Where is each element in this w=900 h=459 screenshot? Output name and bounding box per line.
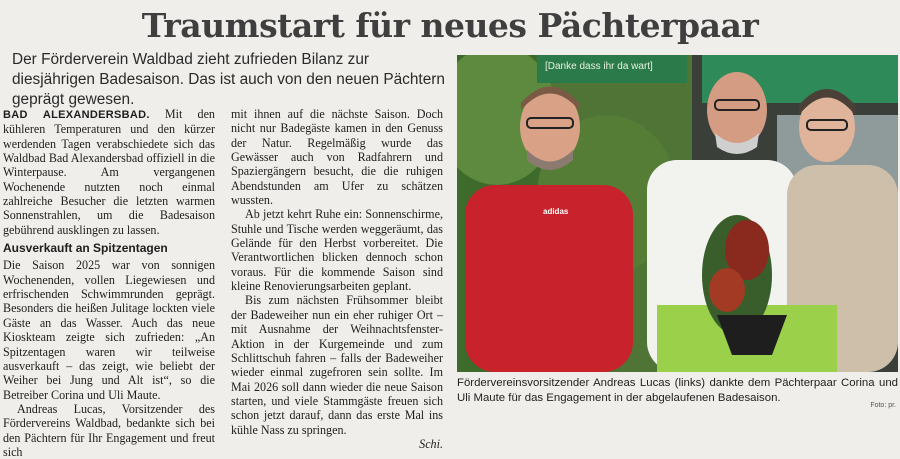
lead-paragraph: Der Förderverein Waldbad zieht zufrieden Bilanz zur diesjährigen Badesaison. Das ist auch von den neuen Pächtern geprägt gewesen. [12,51,445,108]
paragraph [3,107,215,237]
paragraph-text: Mit den kühleren Temperaturen und den kürzer werdenden Tagen verabschiedete sich das Waldbad Bad Alexandersbad offiziell in die Winterpause. Am vergangenen Wochenende nutzten noch einmal zahlreiche Besucher die letzten warmen Sonnenstrahlen, um die Badesaison gebührend ausklingen zu lassen. [3,107,215,237]
paragraph: mit ihnen auf die nächste Saison. Doch nicht nur Badegäste kamen in den Genuss der Natur. Regelmäßig wurde das Gewässer auch von Radfahrern und Spaziergängern besucht, die die ruhigen Abendstunden am Ufer zu schätzen wussten. [231,107,443,208]
subheading: Ausverkauft an Spitzentagen [3,241,168,256]
headline: Traumstart für neues Pächterpaar [141,6,759,45]
paragraph: Ab jetzt kehrt Ruhe ein: Sonnenschirme, Stuhle und Tische werden weggeräumt, das Gelände für den Herbst vorbereitet. Die Verantwortlichen blicken dennoch schon voraus. Für die kommende Saison sind kleine Renovierungsarbeiten geplant. [231,207,443,294]
paragraph: Bis zum nächsten Frühsommer bleibt der Badeweiher nun ein eher ruhiger Ort – mit Ausnahme der Weihnachtsfenster-Aktion in der Kurgemeinde und zum Schlittschuh fahren – falls der Badeweiher wieder einmal zugefroren sein sollte. Im Mai 2026 soll dann wieder die neue Saison starten, und viele Stammgäste freuen sich schon jetzt darauf, dann das erste Mal ins kühle Nass zu springen. [231,293,443,437]
article-photo [457,55,898,372]
paragraph: Die Saison 2025 war von sonnigen Wochenenden, vollen Liegewiesen und erfrischenden Schwimmrunden geprägt. Besonders die heißen Julitage lockten viele Gäste an das Wasser. Auch das neue Kioskteam zeigte sich zufrieden: „An Spitzentagen waren wir teilweise ausverkauft – das zeigt, wie beliebt der Weiher bei Jung und Alt ist“, so die Betreiber Corina und Uli Maute. [3,258,215,402]
hoodie-brand-label: adidas [543,207,569,216]
paragraph: Andreas Lucas, Vorsitzender des Fördervereins Waldbad, bedankte sich bei den Pächtern für Ihr Engagement und freut sich [3,401,215,459]
dateline: BAD ALEXANDERSBAD. [3,109,150,121]
sign-text: [Danke dass ihr da wart] [545,61,653,72]
photo-illustration [457,55,898,372]
photo-caption: Fördervereinsvorsitzender Andreas Lucas (links) dankte dem Pächterpaar Corina und Uli Maute für das Engagement in der abgelaufenen Badesaison. [457,377,898,404]
article-column-2 [231,107,443,451]
article-column-1 [3,107,215,459]
photo-credit: Foto: pr. [870,402,896,409]
author-initials: Schi. [419,436,443,451]
